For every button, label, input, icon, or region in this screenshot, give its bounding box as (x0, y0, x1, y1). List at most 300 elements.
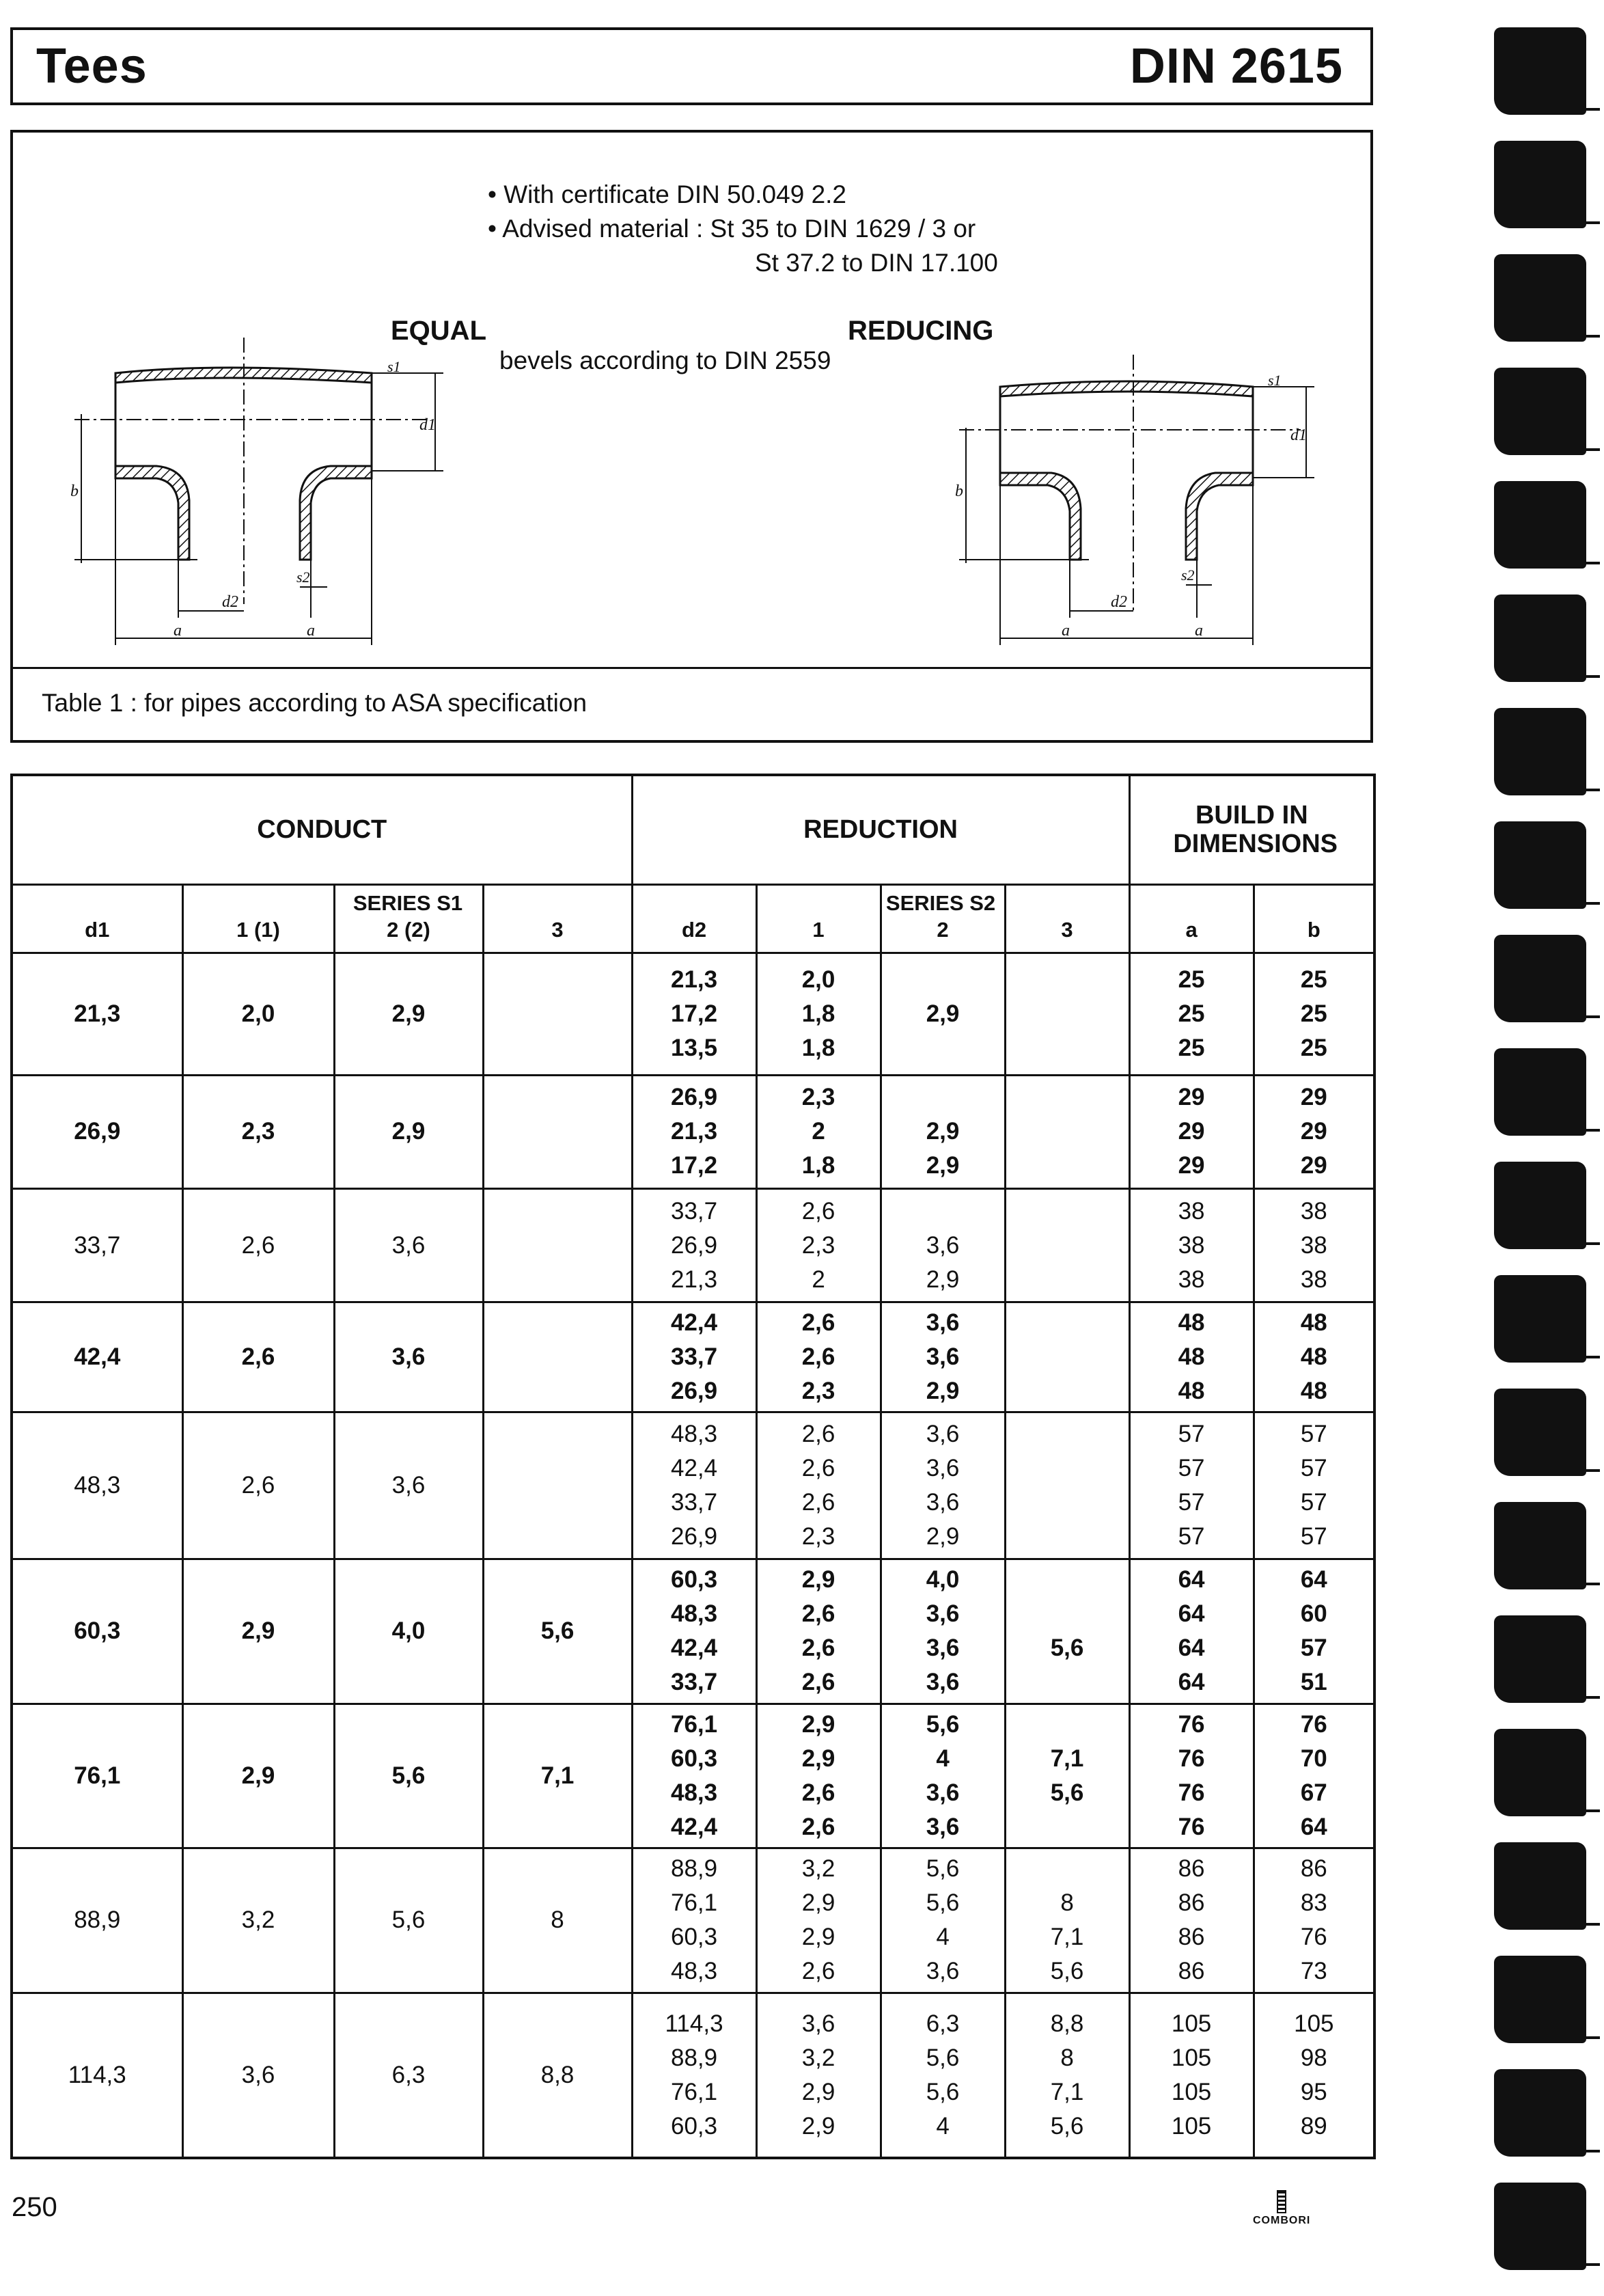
b-cell-value: 64 (1300, 1566, 1327, 1594)
d2-cell-value: 42,4 (670, 1813, 718, 1840)
brand-name: COMBORI (1253, 2215, 1311, 2226)
a-cell-value: 86 (1178, 1855, 1205, 1883)
equal-tee-branch-left (115, 466, 189, 560)
d2-cell-value: 76,1 (670, 1710, 718, 1738)
binder-tab (1494, 481, 1586, 569)
binder-tab (1494, 821, 1586, 909)
a-cell-value: 105 (1171, 2078, 1212, 2105)
s2-3-cell-value (1006, 1263, 1129, 1297)
s2-1-cell (756, 953, 881, 1075)
a-cell-value: 29 (1178, 1118, 1205, 1145)
s2-1-cell-value: 2,9 (801, 1889, 835, 1917)
s2-1-cell-value: 2,9 (801, 2078, 835, 2105)
a-cell-value: 86 (1178, 1889, 1205, 1917)
s2-2-cell-value: 3,6 (926, 1309, 960, 1337)
column-header-row (12, 884, 1374, 953)
b-cell-value: 57 (1300, 1523, 1327, 1550)
certificate-note: • With certificate DIN 50.049 2.2 (488, 180, 847, 208)
build-in-header (1129, 775, 1374, 884)
reduction-header: REDUCTION (632, 775, 1129, 884)
d2-cell-value: 60,3 (670, 1566, 718, 1594)
b-cell-value: 51 (1300, 1669, 1327, 1696)
s2-2-cell-value: 3,6 (926, 1635, 960, 1662)
s2-3-cell-value (1006, 1306, 1129, 1340)
b-cell-value: 48 (1300, 1378, 1327, 1405)
col-s2-1-label: 1 (812, 917, 825, 942)
s2-3-cell-value (1006, 1451, 1129, 1486)
table-row (12, 1559, 1374, 1704)
binder-tab (1494, 2069, 1586, 2157)
info-panel (10, 130, 1373, 743)
s2-3-cell-value (1006, 1080, 1129, 1115)
reducing-dimension-s2-label: s2 (1181, 566, 1195, 584)
a-cell-value: 64 (1178, 1600, 1205, 1628)
binder-tab (1494, 1956, 1586, 2043)
binder-tab (1494, 1389, 1586, 1476)
binder-tab (1494, 1729, 1586, 1816)
s2-1-cell-value: 3,6 (801, 2010, 835, 2037)
s2-2-cell-value: 3,6 (926, 1231, 960, 1259)
s2-1-cell-value: 2,9 (801, 1566, 835, 1594)
d2-cell (632, 1559, 756, 1704)
s2-2-cell-value: 3,6 (926, 1343, 960, 1371)
s1-3-cell (483, 1189, 632, 1302)
s1-1-cell: 2,6 (182, 1189, 334, 1302)
s2-1-cell-value: 2,6 (801, 1197, 835, 1225)
s2-2-cell-value: 4 (936, 1924, 950, 1951)
s1-2-cell: 3,6 (334, 1189, 483, 1302)
s2-2-cell-value: 4 (936, 2112, 950, 2140)
col-s1-2: 2 (2) (334, 884, 483, 953)
b-cell-value: 70 (1300, 1745, 1327, 1772)
a-cell-value: 105 (1171, 2010, 1212, 2037)
d2-cell-value: 17,2 (670, 1000, 718, 1027)
b-cell-value: 38 (1300, 1231, 1327, 1259)
b-cell-value: 89 (1300, 2112, 1327, 2140)
s2-3-cell-value: 7,1 (1050, 2078, 1084, 2105)
table-row (12, 953, 1374, 1075)
s2-3-cell-value: 8,8 (1050, 2010, 1084, 2037)
s2-2-cell-value: 5,6 (926, 1889, 960, 1917)
table-body (12, 953, 1374, 2158)
s1-2-cell: 2,9 (334, 1075, 483, 1188)
dimension-b-label: b (70, 482, 79, 500)
s1-2-cell: 5,6 (334, 1704, 483, 1848)
d2-cell-value: 88,9 (670, 2044, 718, 2071)
a-cell-value: 38 (1178, 1197, 1205, 1225)
s2-3-cell (1005, 953, 1129, 1075)
reducing-dimension-a-right-label: a (1195, 622, 1203, 640)
dimension-d1-label: d1 (419, 416, 436, 434)
title-bar (10, 27, 1373, 105)
d2-cell-value: 33,7 (670, 1197, 718, 1225)
b-cell-value: 29 (1300, 1118, 1327, 1145)
s2-2-cell-value: 3,6 (926, 1958, 960, 1985)
col-s1-3: 3 (483, 884, 632, 953)
b-cell (1254, 1412, 1374, 1559)
panel-divider (13, 667, 1370, 669)
a-cell-value: 64 (1178, 1566, 1205, 1594)
s2-2-cell (881, 1412, 1005, 1559)
a-cell-value: 29 (1178, 1084, 1205, 1111)
s2-3-cell-value (1006, 1486, 1129, 1520)
s2-1-cell (756, 1704, 881, 1848)
s2-1-cell-value: 2,9 (801, 1745, 835, 1772)
s2-3-cell (1005, 1412, 1129, 1559)
a-cell-value: 105 (1171, 2044, 1212, 2071)
b-cell-value: 64 (1300, 1813, 1327, 1840)
specification-notes (488, 178, 998, 280)
d2-cell-value: 88,9 (670, 1855, 718, 1883)
b-cell-value: 86 (1300, 1855, 1327, 1883)
s2-2-cell-value: 2,9 (926, 1152, 960, 1179)
s2-3-cell-value (1006, 1563, 1129, 1597)
s2-3-cell (1005, 1075, 1129, 1188)
s2-3-cell-value (1006, 1229, 1129, 1263)
dimension-a-left-label: a (174, 622, 182, 640)
col-s1-1-label: 1 (1) (236, 917, 280, 942)
a-cell (1129, 1993, 1254, 2158)
binder-tab (1494, 1615, 1586, 1703)
binder-tab (1494, 1842, 1586, 1930)
b-cell-value: 25 (1300, 966, 1327, 993)
d1-cell: 60,3 (12, 1559, 182, 1704)
s2-3-cell-value (1006, 1149, 1129, 1183)
standard-code: DIN 2615 (1129, 39, 1343, 94)
a-cell-value: 76 (1178, 1710, 1205, 1738)
s2-1-cell-value: 2 (812, 1118, 825, 1145)
d1-cell: 21,3 (12, 953, 182, 1075)
s1-3-cell: 8 (483, 1848, 632, 1993)
equal-tee-branch-right (300, 466, 372, 560)
s2-3-cell-value (1006, 1031, 1129, 1065)
a-cell-value: 57 (1178, 1523, 1205, 1550)
a-cell-value: 38 (1178, 1231, 1205, 1259)
a-cell-value: 76 (1178, 1779, 1205, 1806)
s1-1-cell: 2,6 (182, 1302, 334, 1412)
reducing-dimension-s1-label: s1 (1268, 372, 1282, 389)
d2-cell-value: 17,2 (670, 1152, 718, 1179)
d2-cell-value: 26,9 (670, 1378, 718, 1405)
s2-2-cell-value: 5,6 (926, 1855, 960, 1883)
page-number: 250 (12, 2192, 57, 2222)
b-cell (1254, 1302, 1374, 1412)
s2-2-cell-value: 3,6 (926, 1813, 960, 1840)
reducing-tee-drawing (932, 338, 1314, 659)
s2-3-cell (1005, 1993, 1129, 2158)
a-cell (1129, 1559, 1254, 1704)
a-cell-value: 25 (1178, 966, 1205, 993)
a-cell (1129, 1412, 1254, 1559)
d2-cell-value: 48,3 (670, 1958, 718, 1985)
b-cell (1254, 1189, 1374, 1302)
s2-1-cell (756, 1993, 881, 2158)
s2-3-cell (1005, 1848, 1129, 1993)
s2-3-cell-value: 5,6 (1050, 1635, 1084, 1662)
reducing-tee-label: REDUCING (848, 316, 994, 346)
reducing-dimension-d2-label: d2 (1111, 593, 1127, 611)
s2-2-cell-value: 3,6 (926, 1421, 960, 1448)
b-cell-value: 25 (1300, 1000, 1327, 1027)
binder-tab (1494, 254, 1586, 342)
binder-tab (1494, 1048, 1586, 1136)
brand-logo (1253, 2190, 1310, 2227)
s1-2-cell: 4,0 (334, 1559, 483, 1704)
s1-3-cell: 8,8 (483, 1993, 632, 2158)
s2-2-cell-value: 3,6 (926, 1489, 960, 1516)
s2-1-cell-value: 2,6 (801, 1421, 835, 1448)
s2-3-cell-value: 8 (1060, 1889, 1074, 1917)
a-cell-value: 25 (1178, 1000, 1205, 1027)
col-s2-3: 3 (1005, 884, 1129, 953)
s2-2-cell-value: 2,9 (926, 1378, 960, 1405)
reducing-tee-branch-right (1186, 473, 1253, 560)
b-cell-value: 48 (1300, 1309, 1327, 1337)
s2-2-cell-value: 3,6 (926, 1600, 960, 1628)
d1-cell: 42,4 (12, 1302, 182, 1412)
s1-1-cell: 2,9 (182, 1559, 334, 1704)
s2-3-cell-value (1006, 1708, 1129, 1742)
s2-1-cell-value: 2,6 (801, 1958, 835, 1985)
table-row (12, 1704, 1374, 1848)
b-cell-value: 73 (1300, 1958, 1327, 1985)
binder-tab (1494, 935, 1586, 1022)
col-s2-2: 2 (881, 884, 1005, 953)
s2-2-cell (881, 1302, 1005, 1412)
d2-cell-value: 26,9 (670, 1231, 718, 1259)
a-cell-value: 57 (1178, 1421, 1205, 1448)
s2-2-cell (881, 1848, 1005, 1993)
s2-3-cell-value (1006, 1810, 1129, 1844)
s2-2-cell-value: 5,6 (926, 2044, 960, 2071)
brand-mark-icon (1277, 2190, 1286, 2213)
a-cell-value: 76 (1178, 1745, 1205, 1772)
b-cell-value: 57 (1300, 1455, 1327, 1482)
table-caption: Table 1 : for pipes according to ASA specification (42, 689, 587, 717)
a-cell (1129, 1704, 1254, 1848)
s2-1-cell-value: 2,0 (801, 966, 835, 993)
d2-cell-value: 21,3 (670, 1118, 718, 1145)
table-row (12, 1189, 1374, 1302)
s1-1-cell: 2,3 (182, 1075, 334, 1188)
b-cell-value: 98 (1300, 2044, 1327, 2071)
dimension-a-right-label: a (307, 622, 315, 640)
d1-cell: 88,9 (12, 1848, 182, 1993)
s2-1-cell-value: 2,6 (801, 1779, 835, 1806)
s2-1-cell-value: 2,6 (801, 1489, 835, 1516)
s2-1-cell-value: 2,9 (801, 1710, 835, 1738)
col-b: b (1254, 884, 1374, 953)
b-cell (1254, 1559, 1374, 1704)
a-cell-value: 48 (1178, 1378, 1205, 1405)
a-cell (1129, 953, 1254, 1075)
b-cell-value: 83 (1300, 1889, 1327, 1917)
s2-2-cell-value: 2,9 (926, 1118, 960, 1145)
s2-3-cell-value (1006, 1597, 1129, 1631)
a-cell-value: 29 (1178, 1152, 1205, 1179)
s2-1-cell-value: 2,6 (801, 1669, 835, 1696)
s2-1-cell-value: 2,6 (801, 1600, 835, 1628)
binder-tab (1494, 141, 1586, 228)
s2-3-cell (1005, 1559, 1129, 1704)
reducing-dimension-d1-label: d1 (1290, 426, 1307, 444)
b-cell (1254, 1704, 1374, 1848)
group-header-row (12, 775, 1374, 884)
s2-2-cell-value (882, 1080, 1004, 1115)
s2-2-cell (881, 1189, 1005, 1302)
s2-3-cell-value (1006, 1340, 1129, 1374)
b-cell-value: 38 (1300, 1197, 1327, 1225)
s2-3-cell-value: 7,1 (1050, 1924, 1084, 1951)
s2-3-cell-value: 5,6 (1050, 2112, 1084, 2140)
b-cell-value: 38 (1300, 1266, 1327, 1293)
reducing-tee-branch-left (1000, 473, 1081, 560)
s2-3-cell-value (1006, 997, 1129, 1031)
a-cell-value: 64 (1178, 1635, 1205, 1662)
d2-cell-value: 26,9 (670, 1084, 718, 1111)
material-note: • Advised material : St 35 to DIN 1629 / 3 or (488, 215, 976, 243)
s2-1-cell-value: 2,3 (801, 1231, 835, 1259)
equal-tee-drawing (61, 317, 443, 659)
table-row (12, 1412, 1374, 1559)
s1-1-cell: 3,2 (182, 1848, 334, 1993)
a-cell-value: 57 (1178, 1455, 1205, 1482)
s2-3-cell-value (1006, 1194, 1129, 1229)
d2-cell (632, 1412, 756, 1559)
table-row (12, 1993, 1374, 2158)
a-cell (1129, 1302, 1254, 1412)
a-cell (1129, 1075, 1254, 1188)
b-cell-value: 105 (1294, 2010, 1334, 2037)
b-cell-value: 76 (1300, 1710, 1327, 1738)
s1-3-cell (483, 1075, 632, 1188)
dimension-s2-label: s2 (296, 569, 310, 586)
d2-cell-value: 42,4 (670, 1455, 718, 1482)
b-cell-value: 67 (1300, 1779, 1327, 1806)
d1-cell: 114,3 (12, 1993, 182, 2158)
a-cell-value: 38 (1178, 1266, 1205, 1293)
s2-1-cell-value: 2,6 (801, 1635, 835, 1662)
d2-cell-value: 33,7 (670, 1669, 718, 1696)
s2-3-cell-value (1006, 1665, 1129, 1699)
s2-1-cell (756, 1848, 881, 1993)
binder-tab (1494, 708, 1586, 795)
d2-cell (632, 1302, 756, 1412)
binder-tab (1494, 2183, 1586, 2270)
a-cell-value: 64 (1178, 1669, 1205, 1696)
bevels-note: bevels according to DIN 2559 (499, 346, 831, 374)
table-row (12, 1075, 1374, 1188)
s2-1-cell (756, 1075, 881, 1188)
dimension-d2-label: d2 (222, 593, 238, 611)
s2-2-cell-value: 5,6 (926, 1710, 960, 1738)
d2-cell (632, 1704, 756, 1848)
s2-3-cell (1005, 1189, 1129, 1302)
b-cell-value: 29 (1300, 1152, 1327, 1179)
s2-1-cell-value: 2,3 (801, 1084, 835, 1111)
s2-2-cell-value: 2,9 (926, 1266, 960, 1293)
s2-3-cell-value: 7,1 (1050, 1745, 1084, 1772)
s2-2-cell-value (882, 1031, 1004, 1065)
a-cell (1129, 1848, 1254, 1993)
b-cell-value: 29 (1300, 1084, 1327, 1111)
s2-1-cell-value: 2 (812, 1266, 825, 1293)
d2-cell (632, 1993, 756, 2158)
d2-cell-value: 33,7 (670, 1343, 718, 1371)
page-title: Tees (36, 39, 148, 94)
s1-3-cell: 7,1 (483, 1704, 632, 1848)
s1-3-cell (483, 1302, 632, 1412)
series-s2-label: SERIES S2 (885, 890, 996, 915)
b-cell-value: 57 (1300, 1635, 1327, 1662)
s1-3-cell: 5,6 (483, 1559, 632, 1704)
s2-2-cell-value: 3,6 (926, 1669, 960, 1696)
d1-cell: 76,1 (12, 1704, 182, 1848)
b-cell (1254, 1993, 1374, 2158)
b-cell-value: 25 (1300, 1034, 1327, 1061)
a-cell-value: 48 (1178, 1309, 1205, 1337)
d2-cell-value: 42,4 (670, 1635, 718, 1662)
d2-cell-value: 48,3 (670, 1600, 718, 1628)
reducing-tee-wall (1000, 381, 1253, 396)
d2-cell-value: 60,3 (670, 1745, 718, 1772)
s2-3-cell-value (1006, 1852, 1129, 1886)
dimension-s1-label: s1 (387, 358, 401, 375)
d2-cell-value: 21,3 (670, 966, 718, 993)
s2-1-cell-value: 2,6 (801, 1813, 835, 1840)
s2-1-cell-value: 2,6 (801, 1455, 835, 1482)
d2-cell-value: 26,9 (670, 1523, 718, 1550)
s1-1-cell: 2,0 (182, 953, 334, 1075)
s2-3-cell-value: 5,6 (1050, 1958, 1084, 1985)
d2-cell (632, 1848, 756, 1993)
d2-cell-value: 76,1 (670, 1889, 718, 1917)
s2-1-cell-value: 2,3 (801, 1523, 835, 1550)
a-cell-value: 76 (1178, 1813, 1205, 1840)
a-cell-value: 86 (1178, 1958, 1205, 1985)
col-d1: d1 (12, 884, 182, 953)
series-s1-label: SERIES S1 (352, 890, 463, 915)
d1-cell: 48,3 (12, 1412, 182, 1559)
b-cell (1254, 1075, 1374, 1188)
a-cell-value: 25 (1178, 1034, 1205, 1061)
s2-2-cell (881, 1075, 1005, 1188)
s2-1-cell-value: 2,3 (801, 1378, 835, 1405)
s2-2-cell-value: 2,9 (926, 1523, 960, 1550)
a-cell-value: 48 (1178, 1343, 1205, 1371)
d2-cell (632, 1189, 756, 1302)
s2-3-cell (1005, 1302, 1129, 1412)
d1-cell: 33,7 (12, 1189, 182, 1302)
binder-tab (1494, 1162, 1586, 1249)
b-cell-value: 57 (1300, 1489, 1327, 1516)
d2-cell-value: 114,3 (665, 2010, 723, 2037)
s1-2-cell: 5,6 (334, 1848, 483, 1993)
s2-3-cell-value (1006, 1115, 1129, 1149)
s2-3-cell-value (1006, 963, 1129, 997)
binder-tab (1494, 1502, 1586, 1589)
a-cell-value: 86 (1178, 1924, 1205, 1951)
s2-2-cell-value: 3,6 (926, 1455, 960, 1482)
d2-cell-value: 48,3 (670, 1779, 718, 1806)
reducing-dimension-b-label: b (955, 482, 963, 500)
s2-1-cell-value: 1,8 (801, 1152, 835, 1179)
conduct-header: CONDUCT (12, 775, 632, 884)
s2-1-cell-value: 2,9 (801, 2112, 835, 2140)
table-row (12, 1848, 1374, 1993)
material-note-continued: St 37.2 to DIN 17.100 (755, 249, 998, 277)
s2-2-cell-value: 4,0 (926, 1566, 960, 1594)
